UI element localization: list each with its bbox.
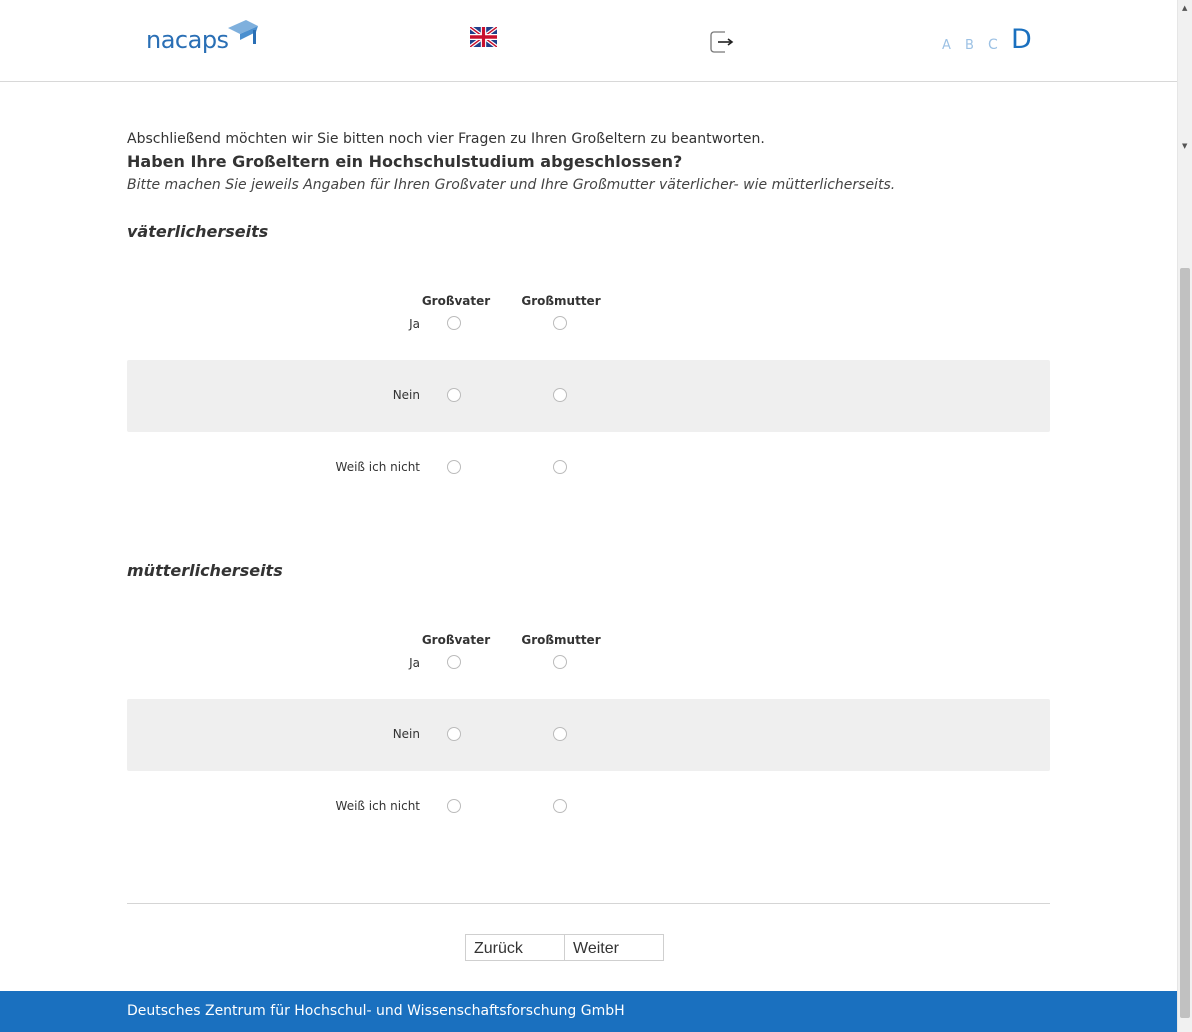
section-title-maternal: mütterlicherseits [127,561,283,580]
uk-flag-icon[interactable] [470,27,497,47]
radio-maternal-grandmother-weiss-nicht[interactable] [553,799,567,813]
row-label-ja: Ja [409,656,420,670]
header [0,0,1177,82]
matrix-row-weiss-nicht [127,432,1050,504]
logout-icon[interactable] [710,31,734,53]
radio-maternal-grandmother-ja[interactable] [553,655,567,669]
radio-paternal-grandmother-weiss-nicht[interactable] [553,460,567,474]
question-instruction: Bitte machen Sie jeweils Angaben für Ihren Großvater und Ihre Großmutter väterlicher- wie mütterlicherseits. [127,177,896,193]
grid-maternal [127,633,1050,843]
row-label-nein: Nein [392,388,420,402]
matrix-row-ja [127,627,1050,687]
radio-paternal-grandmother-ja[interactable] [553,316,567,330]
font-size-a[interactable]: A [942,38,951,53]
next-button[interactable]: Weiter [564,934,664,961]
radio-maternal-grandfather-weiss-nicht[interactable] [447,799,461,813]
matrix-row-weiss-nicht [127,771,1050,843]
navigation-buttons [465,934,664,961]
font-size-b[interactable]: B [965,38,974,53]
row-label-weiss-nicht: Weiß ich nicht [335,460,420,474]
column-header-grandfather: Großvater [421,633,491,647]
matrix-row-nein [127,699,1050,771]
column-header-grandfather: Großvater [421,294,491,308]
radio-maternal-grandmother-nein[interactable] [553,727,567,741]
footer [0,991,1177,1032]
scroll-up-arrow-icon[interactable]: ▲ [1182,4,1188,12]
intro-text: Abschließend möchten wir Sie bitten noch vier Fragen zu Ihren Großeltern zu beantworten. [127,131,765,147]
font-size-c[interactable]: C [988,37,998,53]
back-button[interactable]: Zurück [465,934,565,961]
column-header-grandmother: Großmutter [521,633,601,647]
column-header-grandmother: Großmutter [521,294,601,308]
radio-maternal-grandfather-ja[interactable] [447,655,461,669]
font-size-d[interactable]: D [1011,24,1032,55]
nacaps-logo [146,18,266,62]
radio-paternal-grandfather-nein[interactable] [447,388,461,402]
radio-paternal-grandmother-nein[interactable] [553,388,567,402]
vertical-scrollbar[interactable] [1177,0,1192,1032]
grid-paternal [127,294,1050,504]
question-title: Haben Ihre Großeltern ein Hochschulstudium abgeschlossen? [127,152,683,171]
graduation-cap-icon [226,18,260,48]
row-label-weiss-nicht: Weiß ich nicht [335,799,420,813]
footer-text: Deutsches Zentrum für Hochschul- und Wissenschaftsforschung GmbH [127,1003,625,1019]
radio-paternal-grandfather-ja[interactable] [447,316,461,330]
radio-paternal-grandfather-weiss-nicht[interactable] [447,460,461,474]
logo-text: nacaps [146,26,229,54]
scrollbar-thumb[interactable] [1180,268,1190,1018]
matrix-row-nein [127,360,1050,432]
radio-maternal-grandfather-nein[interactable] [447,727,461,741]
row-label-ja: Ja [409,317,420,331]
matrix-row-ja [127,288,1050,348]
row-label-nein: Nein [392,727,420,741]
scroll-down-arrow-icon[interactable]: ▼ [1182,142,1188,150]
section-title-paternal: väterlicherseits [127,222,269,241]
divider [127,903,1050,904]
